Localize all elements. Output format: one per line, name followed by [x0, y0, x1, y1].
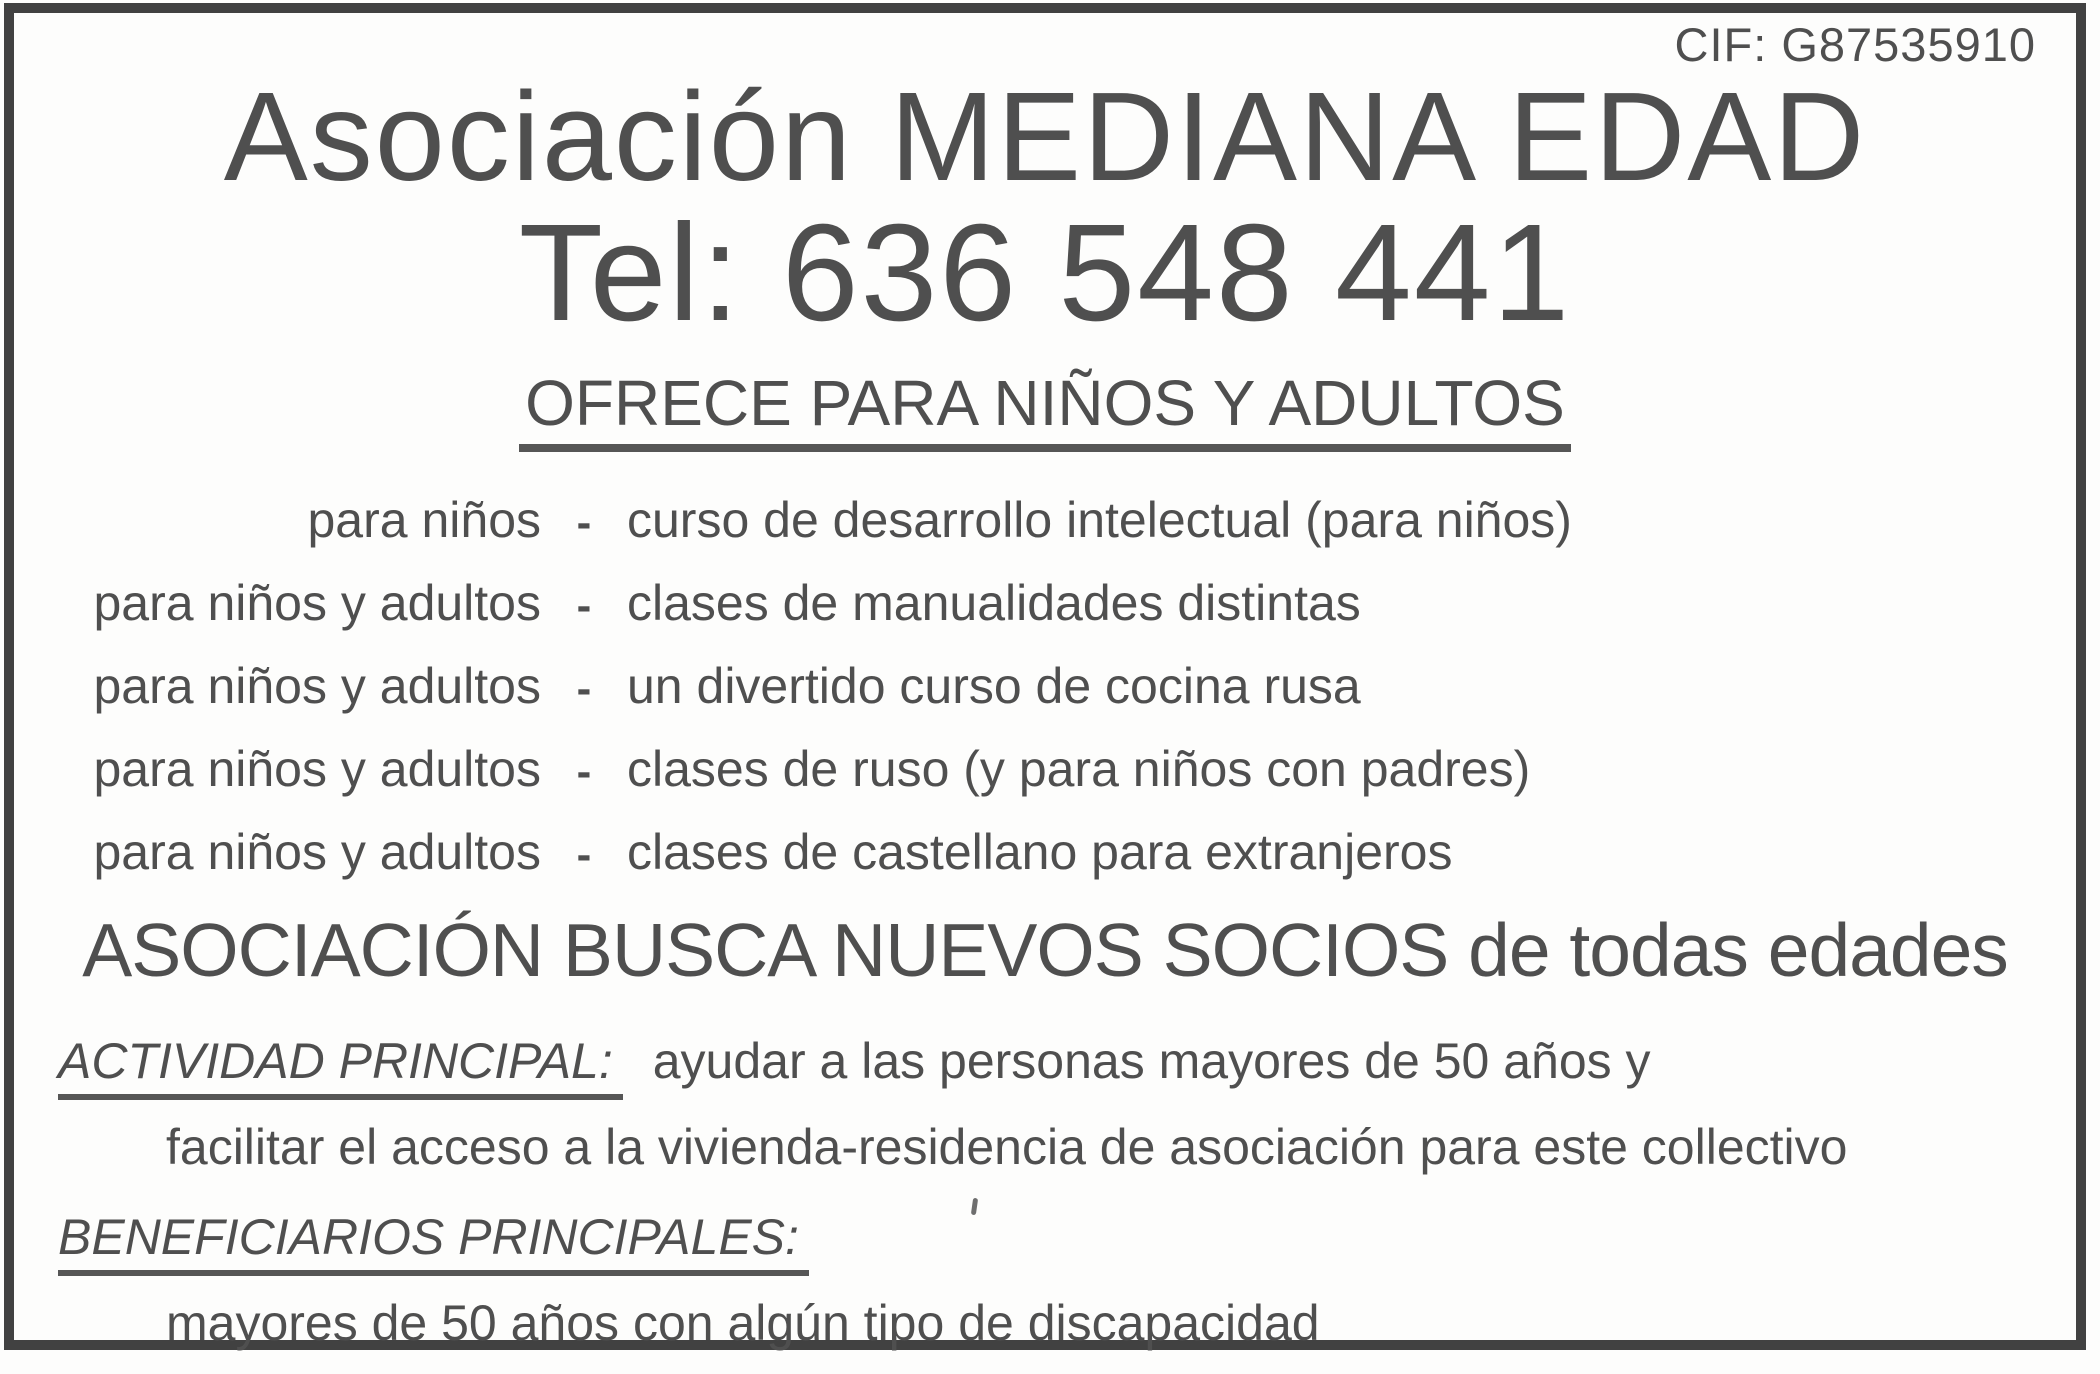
phone-number: Tel: 636 548 441 [518, 195, 1572, 350]
offer-audience: para niños y adultos [93, 741, 541, 798]
main-activity-label: ACTIVIDAD PRINCIPAL: [58, 1031, 623, 1100]
offer-description: un divertido curso de cocina rusa [627, 658, 1361, 715]
offer-audience: para niños y adultos [93, 658, 541, 715]
offer-description: clases de castellano para extranjeros [627, 824, 1453, 881]
offer-separator: - [576, 747, 592, 797]
cif-number: CIF: G87535910 [1674, 18, 2036, 71]
offer-description: clases de ruso (y para niños con padres) [627, 741, 1531, 798]
main-activity-section [58, 1031, 2054, 1177]
offer-row [36, 658, 2054, 714]
beneficiaries-section [58, 1207, 2054, 1353]
recruitment-line: ASOCIACIÓN BUSCA NUEVOS SOCIOS de todas edades [82, 908, 2008, 993]
offer-audience: para niños y adultos [93, 824, 541, 881]
offer-audience: para niños y adultos [93, 575, 541, 632]
offers-list [36, 492, 2054, 880]
beneficiaries-text: mayores de 50 años con algún tipo de discapacidad [166, 1295, 1320, 1352]
offer-row [36, 824, 2054, 880]
offer-row [36, 575, 2054, 631]
offer-row [36, 741, 2054, 797]
offers-heading-row [36, 368, 2054, 452]
main-activity-line1 [58, 1031, 2054, 1100]
main-activity-line2: facilitar el acceso a la vivienda-residencia de asociación para este collectivo [166, 1119, 1848, 1176]
beneficiaries-line1 [58, 1207, 2054, 1276]
offer-separator: - [576, 664, 592, 714]
offer-separator: - [576, 498, 592, 548]
offer-separator: - [576, 830, 592, 880]
offer-separator: - [576, 581, 592, 631]
offer-audience: para niños [307, 492, 541, 549]
offer-row [36, 492, 2054, 548]
beneficiaries-label: BENEFICIARIOS PRINCIPALES: [58, 1207, 809, 1276]
offer-description: clases de manualidades distintas [627, 575, 1361, 632]
offers-heading: OFRECE PARA NIÑOS Y ADULTOS [519, 368, 1571, 452]
offer-description: curso de desarrollo intelectual (para niños) [627, 492, 1572, 549]
main-activity-text: ayudar a las personas mayores de 50 años y [652, 1033, 1651, 1090]
association-name: Asociación MEDIANA EDAD [223, 65, 1867, 207]
border-frame [4, 3, 2086, 1350]
